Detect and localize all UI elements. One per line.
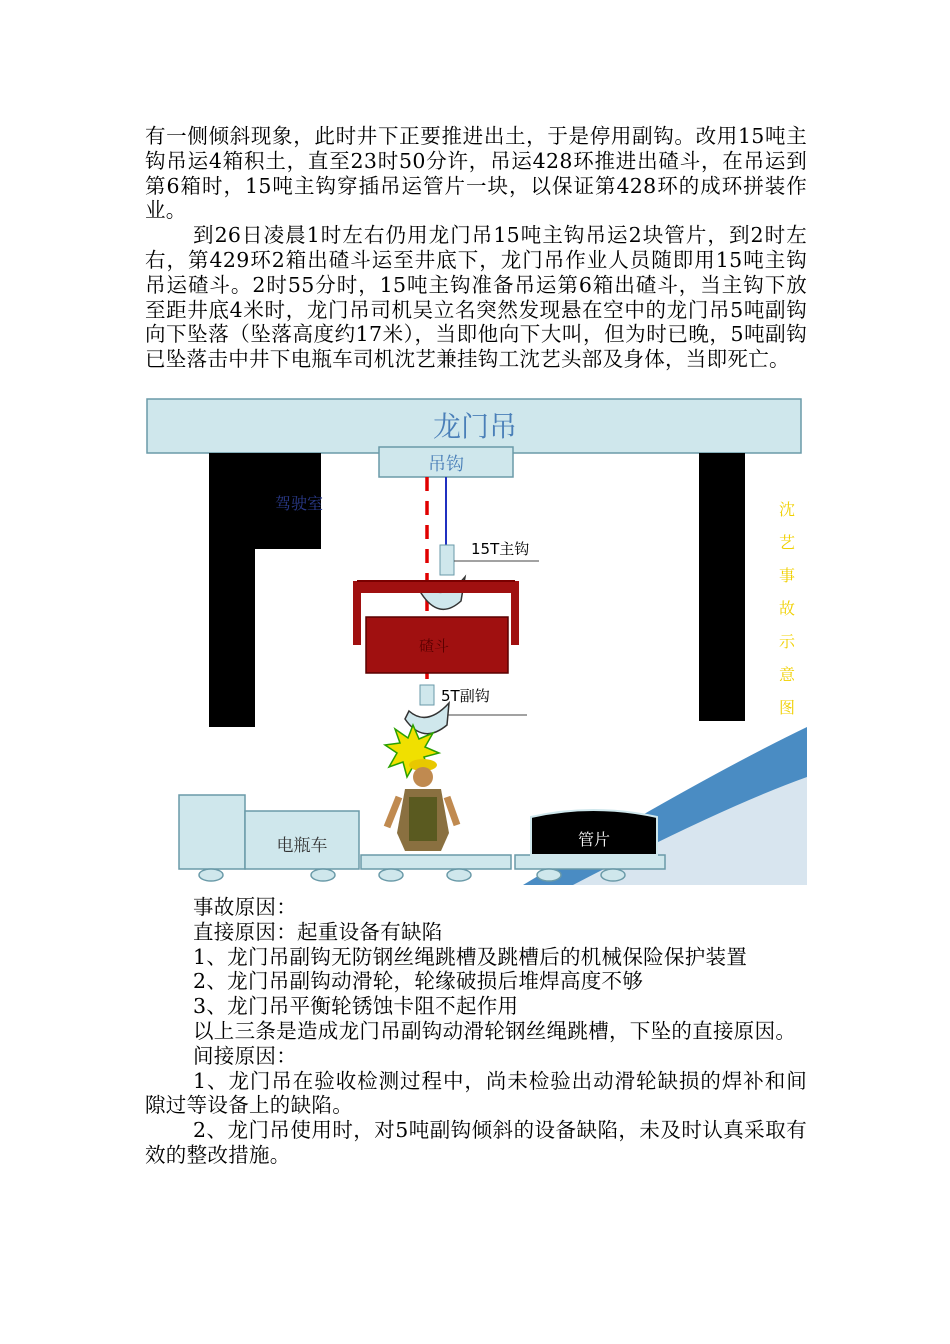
caption-char: 艺 — [778, 533, 795, 552]
paragraph: 2、龙门吊使用时，对5吨副钩倾斜的设备缺陷，未及时认真采取有效的整改措施。 — [145, 1118, 807, 1167]
accident-diagram — [143, 397, 807, 885]
caption-char: 故 — [778, 599, 795, 618]
cart-cab — [179, 795, 245, 869]
caption-char: 事 — [778, 566, 795, 585]
aux-hook-label: 5T副钩 — [441, 687, 490, 705]
worker-figure — [387, 759, 457, 851]
hook-label: 吊钩 — [428, 454, 464, 475]
main-hook-shank — [440, 545, 454, 575]
paragraph: 事故原因： — [193, 895, 297, 919]
paragraph: 1、龙门吊副钩无防钢丝绳跳槽及跳槽后的机械保险保护装置 — [193, 944, 748, 969]
caption-char: 图 — [778, 698, 795, 717]
cab-label: 驾驶室 — [275, 494, 324, 513]
paragraph: 有一侧倾斜现象，此时井下正要推进出土，于是停用副钩。改用15吨主钩吊运4箱积土，直至23时50分许，吊运428环推进出碴斗，在吊运到第6箱时，15吨主钩穿插吊运管片一块，以保证第428环的成环拼装作业。 — [145, 124, 807, 223]
paragraph: 3、龙门吊平衡轮锈蚀卡阻不起作用 — [193, 994, 519, 1019]
main-hook-label: 15T主钩 — [471, 540, 530, 558]
cart-label: 电瓶车 — [276, 836, 328, 856]
paragraph: 到26日凌晨1时左右仍用龙门吊15吨主钩吊运2块管片，到2时左右，第429环2箱出碴斗运至井底下，龙门吊作业人员随即用15吨主钩吊运碴斗。2时55分时，15吨主钩准备吊运第6箱出碴斗，当主钩下放至距井底4米时，龙门吊司机吴立名突然发现悬在空中的龙门吊5吨副钩向下坠落（坠落高度约17米），当即他向下大叫，但为时已晚，5吨副钩已坠落击中井下电瓶车司机沈艺兼挂钩工沈艺头部及身体，当即死亡。 — [145, 223, 807, 372]
aux-hook-shank — [420, 685, 434, 705]
bucket-label: 碴斗 — [419, 637, 450, 655]
segment-label: 管片 — [577, 830, 610, 849]
paragraph: 直接原因：起重设备有缺陷 — [193, 919, 443, 944]
paragraph: 2、龙门吊副钩动滑轮，轮缘破损后堆焊高度不够 — [193, 969, 644, 994]
flat-wagon — [361, 855, 511, 869]
side-caption — [775, 493, 799, 724]
segment-wagon — [515, 855, 665, 869]
right-leg — [699, 453, 745, 721]
bottom-text — [145, 895, 807, 1168]
paragraph: 1、龙门吊在验收检测过程中，尚未检验出动滑轮缺损的焊补和间隙过等设备上的缺陷。 — [145, 1068, 807, 1118]
paragraph: 间接原因： — [193, 1043, 297, 1068]
top-text — [145, 124, 807, 372]
caption-char: 沈 — [778, 500, 795, 519]
caption-char: 意 — [778, 665, 795, 684]
paragraph: 以上三条是造成龙门吊副钩动滑轮钢丝绳跳槽，下坠的直接原因。 — [193, 1018, 797, 1043]
gantry-label: 龙门吊 — [432, 410, 517, 443]
caption-char: 示 — [778, 632, 795, 651]
